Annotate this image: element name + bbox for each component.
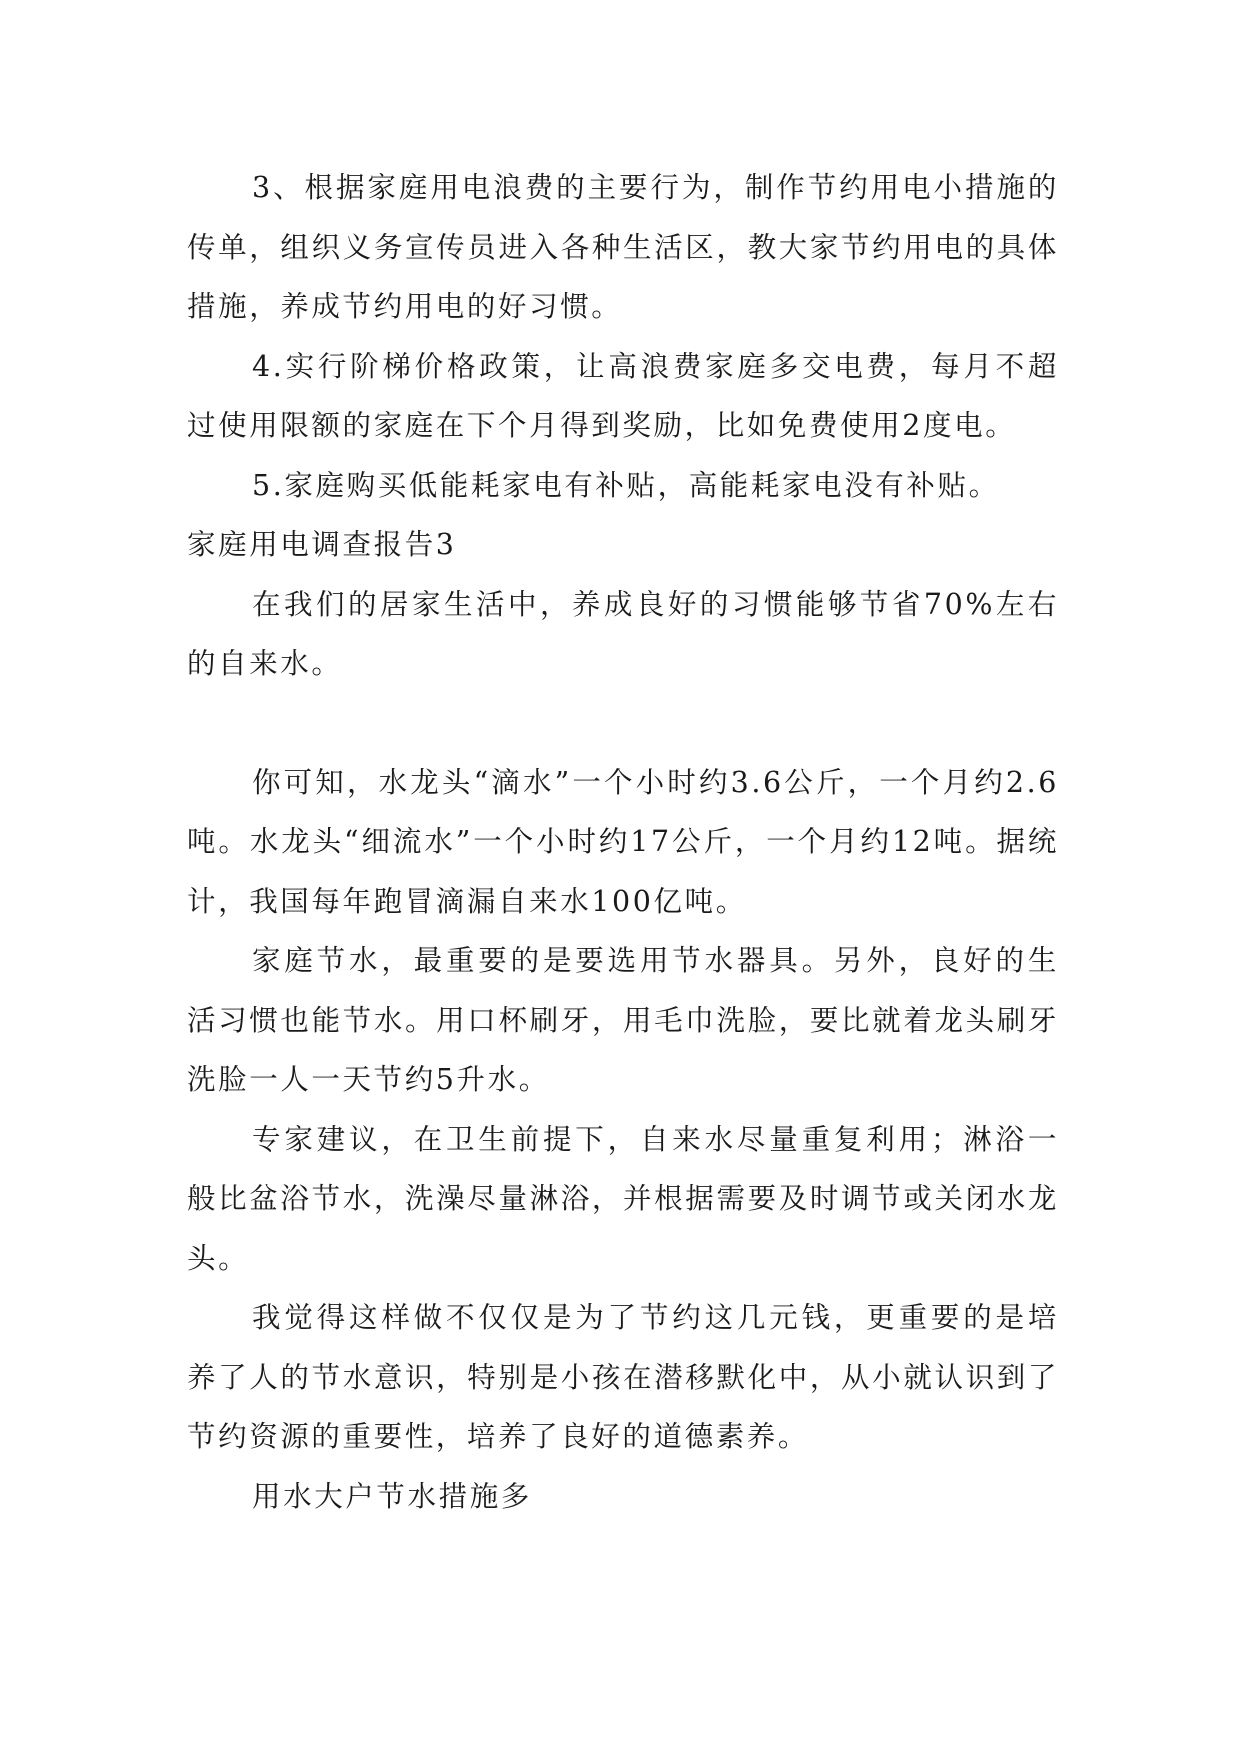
document-body — [187, 158, 1059, 1526]
blank-line — [187, 694, 1059, 753]
paragraph-intro: 在我们的居家生活中，养成良好的习惯能够节省70%左右的自来水。 — [187, 587, 1059, 680]
paragraph-measure-5: 5.家庭购买低能耗家电有补贴，高能耗家电没有补贴。 — [252, 468, 1000, 502]
paragraph-reflection: 我觉得这样做不仅仅是为了节约这几元钱，更重要的是培养了人的节水意识，特别是小孩在潜移默化中，从小就认识到了节约资源的重要性，培养了良好的道德素养。 — [187, 1301, 1059, 1453]
paragraph-dripping-water: 你可知，水龙头“滴水”一个小时约3.6公斤，一个月约2.6吨。水龙头“细流水”一个小时约17公斤，一个月约12吨。据统计，我国每年跑冒滴漏自来水100亿吨。 — [187, 765, 1060, 918]
paragraph-heading-large-users: 用水大户节水措施多 — [252, 1479, 532, 1513]
paragraph-household-saving: 家庭节水，最重要的是要选用节水器具。另外，良好的生活习惯也能节水。用口杯刷牙，用毛巾洗脸，要比就着龙头刷牙洗脸一人一天节约5升水。 — [187, 944, 1059, 1096]
paragraph-measure-3: 3、根据家庭用电浪费的主要行为，制作节约用电小措施的传单，组织义务宣传员进入各种生活区，教大家节约用电的具体措施，养成节约用电的好习惯。 — [187, 171, 1059, 323]
paragraph-measure-4: 4.实行阶梯价格政策，让高浪费家庭多交电费，每月不超过使用限额的家庭在下个月得到奖励，比如免费使用2度电。 — [187, 349, 1059, 442]
section-title: 家庭用电调查报告3 — [187, 528, 457, 561]
paragraph-expert-advice: 专家建议，在卫生前提下，自来水尽量重复利用；淋浴一般比盆浴节水，洗澡尽量淋浴，并根据需要及时调节或关闭水龙头。 — [187, 1122, 1059, 1275]
